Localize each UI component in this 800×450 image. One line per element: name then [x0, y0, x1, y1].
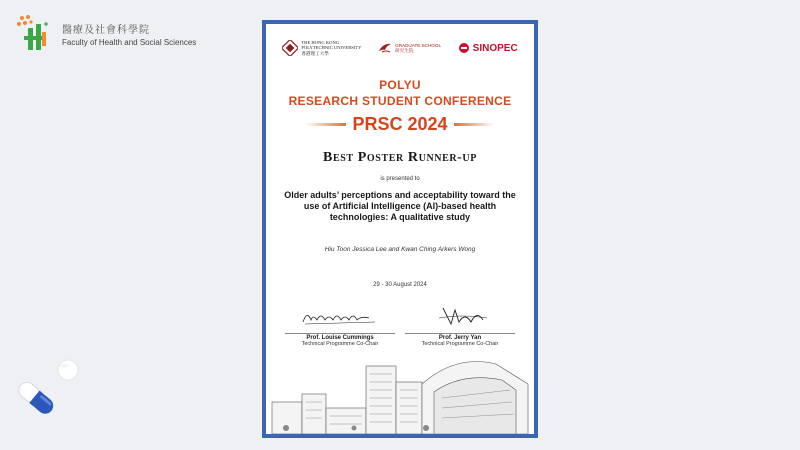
graduate-school-logo: [378, 41, 441, 55]
conference-line1: POLYU: [379, 78, 421, 92]
decorative-bar-left: [306, 123, 346, 126]
polyu-logo: [282, 40, 361, 56]
award-title: Best Poster Runner-up: [323, 150, 477, 165]
polyu-line1: THE HONG KONG: [301, 40, 340, 46]
paper-title: Older adults’ perceptions and acceptability toward the use of Artificial Intelligence (AI)-based health technologies: A qualitative study: [284, 190, 516, 222]
faculty-name-en: Faculty of Health and Social Sciences: [62, 38, 197, 47]
conference-line2: RESEARCH STUDENT CONFERENCE: [288, 94, 512, 108]
sponsor-logos: [266, 40, 534, 56]
signer-2-name: Prof. Jerry Yan: [405, 333, 515, 341]
campus-skyline-illustration: [266, 324, 534, 434]
conference-dates: 29 - 30 August 2024: [373, 282, 427, 288]
authors: Hiu Toon Jessica Lee and Kwan Ching Arkers Wong: [324, 246, 476, 253]
faculty-emblem-icon: [16, 14, 56, 54]
decorative-bar-right: [454, 123, 494, 126]
grad-line1: GRADUATE SCHOOL: [395, 42, 441, 48]
sinopec-label: SINOPEC: [472, 42, 518, 54]
polyu-emblem-icon: [282, 40, 298, 56]
polyu-line3: 香港理工大學: [301, 50, 329, 56]
pill-decoration-icon: [6, 352, 86, 432]
graduate-school-emblem-icon: [378, 41, 392, 55]
polyu-line2: POLYTECHNIC UNIVERSITY: [301, 45, 362, 51]
conference-short-row: [266, 114, 534, 135]
faculty-name-zh: 醫療及社會科學院: [62, 25, 150, 36]
signer-2-role: Technical Programme Co-Chair: [421, 341, 499, 347]
grad-line2: 研究生院: [395, 48, 414, 53]
sinopec-logo: [458, 42, 518, 54]
faculty-logo: [16, 14, 196, 54]
sinopec-emblem-icon: [458, 42, 470, 54]
certificate-frame: [262, 20, 538, 438]
conference-title: [266, 78, 534, 108]
presented-to: is presented to: [380, 176, 420, 182]
signer-1-name: Prof. Louise Cummings: [285, 333, 395, 341]
certificate: [266, 24, 534, 434]
conference-short: PRSC 2024: [352, 114, 448, 134]
signer-1-role: Technical Programme Co-Chair: [301, 341, 379, 347]
